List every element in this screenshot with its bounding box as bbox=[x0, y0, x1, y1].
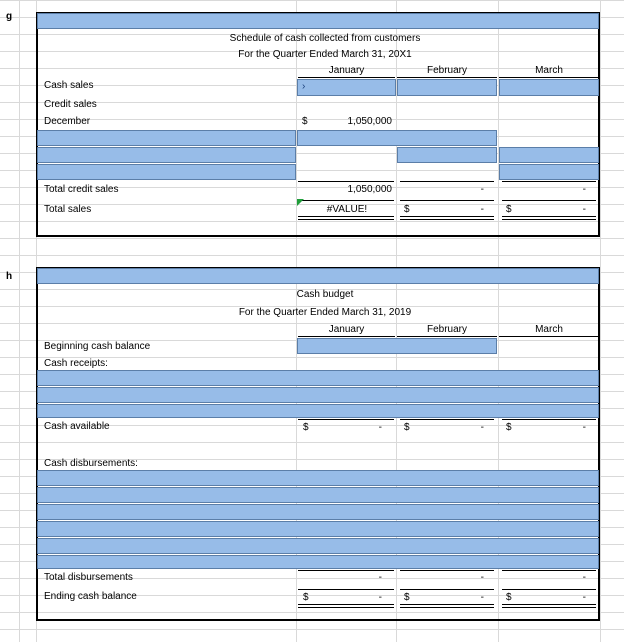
cash-available-feb-rule bbox=[400, 419, 494, 420]
g-month-january: January bbox=[328, 65, 365, 76]
credit-row-1-label-input[interactable] bbox=[37, 130, 296, 146]
section-h-header-input[interactable] bbox=[37, 268, 599, 284]
h-january-underline bbox=[298, 336, 395, 337]
h-month-march: March bbox=[535, 324, 563, 335]
total-sales-february: - bbox=[480, 204, 484, 215]
ending-cash-february-currency: $ bbox=[404, 592, 410, 603]
cash-available-march: - bbox=[582, 422, 586, 433]
cash-available-january: - bbox=[378, 422, 382, 433]
ending-cash-feb-rule bbox=[400, 589, 494, 590]
credit-row-2-label-input[interactable] bbox=[37, 147, 296, 163]
total-disbursements-march: - bbox=[582, 572, 586, 583]
receipt-row-1-input[interactable] bbox=[37, 370, 599, 386]
cash-sales-label: Cash sales bbox=[44, 80, 94, 91]
row-label-h: h bbox=[6, 271, 13, 282]
disbursement-row-3-input[interactable] bbox=[37, 504, 599, 520]
ending-cash-jan-rule bbox=[298, 589, 394, 590]
cash-available-march-currency: $ bbox=[506, 422, 512, 433]
g-month-february: February bbox=[426, 65, 467, 76]
h-march-underline bbox=[499, 336, 599, 337]
beginning-cash-january-input[interactable] bbox=[297, 338, 497, 354]
credit-row-1-january-input[interactable] bbox=[297, 130, 497, 146]
total-sales-label: Total sales bbox=[44, 204, 92, 215]
total-disb-mar-rule bbox=[502, 570, 596, 571]
total-sales-march: - bbox=[582, 204, 586, 215]
total-disbursements-label: Total disbursements bbox=[44, 572, 133, 583]
credit-row-3-label-input[interactable] bbox=[37, 164, 296, 180]
cash-available-label: Cash available bbox=[44, 421, 110, 432]
cash-sales-january-mark: › bbox=[302, 81, 306, 92]
h-month-february: February bbox=[426, 324, 467, 335]
total-sales-mar-rule bbox=[502, 200, 596, 201]
total-credit-feb-rule bbox=[400, 181, 494, 182]
december-label: December bbox=[44, 116, 91, 127]
credit-row-2-march-input[interactable] bbox=[499, 147, 599, 163]
disbursement-row-5-input[interactable] bbox=[37, 538, 599, 554]
total-credit-february: - bbox=[480, 184, 484, 195]
beginning-cash-label: Beginning cash balance bbox=[44, 341, 151, 352]
h-month-january: January bbox=[328, 324, 365, 335]
total-sales-feb-double-rule bbox=[400, 216, 494, 220]
total-disbursements-january: - bbox=[378, 572, 382, 583]
section-g-header-input[interactable] bbox=[37, 13, 599, 29]
december-january-value: 1,050,000 bbox=[347, 116, 392, 127]
total-sales-jan-double-rule bbox=[298, 216, 394, 220]
g-february-underline bbox=[397, 77, 497, 78]
g-month-march: March bbox=[535, 65, 563, 76]
receipt-row-3-input[interactable] bbox=[37, 404, 599, 418]
total-disbursements-february: - bbox=[480, 572, 484, 583]
total-sales-feb-rule bbox=[400, 200, 494, 201]
cash-receipts-label: Cash receipts: bbox=[44, 358, 108, 369]
row-label-g: g bbox=[6, 11, 13, 22]
cash-sales-january-input[interactable] bbox=[297, 79, 396, 96]
total-sales-february-currency: $ bbox=[404, 204, 410, 215]
h-february-underline bbox=[397, 336, 497, 337]
total-sales-march-currency: $ bbox=[506, 204, 512, 215]
ending-cash-mar-double-rule bbox=[502, 604, 596, 608]
ending-cash-label: Ending cash balance bbox=[44, 591, 137, 602]
credit-sales-label: Credit sales bbox=[44, 99, 97, 110]
total-credit-mar-rule bbox=[502, 181, 596, 182]
credit-row-2-february-input[interactable] bbox=[397, 147, 497, 163]
total-credit-january: 1,050,000 bbox=[347, 184, 392, 195]
cash-disbursements-label: Cash disbursements: bbox=[44, 458, 138, 469]
ending-cash-march-currency: $ bbox=[506, 592, 512, 603]
receipt-row-2-input[interactable] bbox=[37, 387, 599, 403]
ending-cash-march: - bbox=[582, 592, 586, 603]
cash-budget-subtitle: For the Quarter Ended March 31, 2019 bbox=[238, 307, 412, 318]
ending-cash-feb-double-rule bbox=[400, 604, 494, 608]
total-credit-sales-label: Total credit sales bbox=[44, 184, 119, 195]
total-sales-mar-double-rule bbox=[502, 216, 596, 220]
december-currency: $ bbox=[302, 116, 308, 127]
disbursement-row-6-input[interactable] bbox=[37, 555, 599, 569]
total-sales-january: #VALUE! bbox=[326, 204, 368, 215]
disbursement-row-4-input[interactable] bbox=[37, 521, 599, 537]
schedule-subtitle: For the Quarter Ended March 31, 20X1 bbox=[238, 49, 412, 60]
cash-available-february: - bbox=[480, 422, 484, 433]
cash-sales-march-input[interactable] bbox=[499, 79, 599, 96]
credit-row-3-march-input[interactable] bbox=[499, 164, 599, 180]
cash-budget-title: Cash budget bbox=[296, 289, 354, 300]
ending-cash-jan-double-rule bbox=[298, 604, 394, 608]
ending-cash-january: - bbox=[378, 592, 382, 603]
ending-cash-february: - bbox=[480, 592, 484, 603]
total-disb-feb-rule bbox=[400, 570, 494, 571]
cash-available-mar-rule bbox=[502, 419, 596, 420]
g-january-underline bbox=[298, 77, 395, 78]
total-credit-jan-rule bbox=[298, 181, 394, 182]
disbursement-row-1-input[interactable] bbox=[37, 470, 599, 486]
ending-cash-mar-rule bbox=[502, 589, 596, 590]
g-march-underline bbox=[499, 77, 599, 78]
total-credit-march: - bbox=[582, 184, 586, 195]
cash-available-jan-rule bbox=[298, 419, 394, 420]
cash-available-january-currency: $ bbox=[303, 422, 309, 433]
disbursement-row-2-input[interactable] bbox=[37, 487, 599, 503]
total-disb-jan-rule bbox=[298, 570, 394, 571]
cash-sales-february-input[interactable] bbox=[397, 79, 497, 96]
schedule-title: Schedule of cash collected from customers bbox=[229, 33, 421, 44]
ending-cash-january-currency: $ bbox=[303, 592, 309, 603]
cash-available-february-currency: $ bbox=[404, 422, 410, 433]
total-sales-jan-rule bbox=[298, 200, 394, 201]
